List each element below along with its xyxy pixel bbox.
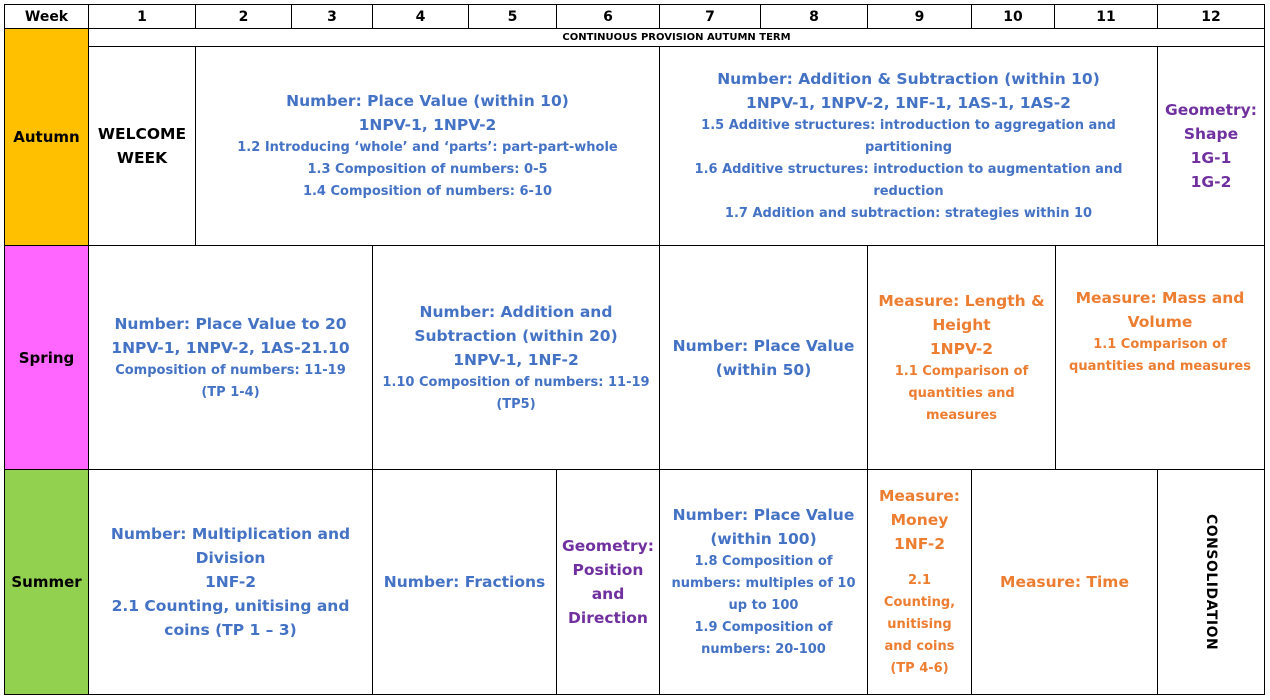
cell-line: coins (TP 1 – 3): [164, 621, 297, 639]
cell-title: Number: Addition & Subtraction (within 10): [717, 70, 1100, 88]
autumn-place-value-cell: [196, 47, 660, 246]
cell-line: 1.6 Additive structures: introduction to augmentation and: [694, 162, 1123, 177]
week-number: 6: [603, 8, 613, 25]
cell-title: Measure:: [878, 487, 960, 505]
welcome-line: WEEK: [116, 149, 168, 167]
spring-add-sub-20-cell: [373, 246, 660, 470]
spring-place-value-50-cell: [660, 246, 868, 470]
cell-line: 1.10 Composition of numbers: 11-19: [382, 374, 650, 390]
cell-line: quantities and: [908, 385, 1015, 401]
week-number: 11: [1096, 8, 1116, 25]
welcome-line: WELCOME: [97, 125, 187, 143]
cell-title: Measure: Time: [1000, 573, 1129, 591]
week-number: 9: [914, 8, 925, 25]
cell-line: 1.7 Addition and subtraction: strategies within 10: [724, 206, 1093, 221]
week-number: 7: [705, 8, 715, 25]
summer-money-cell: [868, 470, 972, 695]
cell-line: up to 100: [728, 598, 799, 613]
cell-line: 2.1: [907, 573, 932, 588]
cell-codes: 1NPV-2: [929, 339, 994, 358]
cell-line: 1.1 Comparison of: [894, 363, 1029, 379]
cell-codes: 1NF-2: [204, 573, 257, 591]
cell-title: Money: [890, 511, 949, 529]
cell-line: (TP 1-4): [201, 384, 260, 400]
spring-place-value-20-cell: [89, 246, 373, 470]
week-number: 5: [507, 8, 518, 25]
term-label-text: Spring: [18, 348, 75, 367]
spring-mass-volume-cell: [1056, 246, 1265, 470]
week-number: 8: [809, 8, 819, 25]
band-label: CONTINUOUS PROVISION AUTUMN TERM: [562, 32, 791, 43]
autumn-add-sub-cell: [660, 47, 1158, 246]
cell-title: Number: Multiplication and: [110, 525, 351, 543]
autumn-welcome-week: [89, 47, 196, 246]
cell-codes: 1NPV-1, 1NF-2: [453, 350, 579, 369]
cell-title: Number: Fractions: [383, 573, 546, 591]
cell-line: (TP 4-6): [890, 661, 949, 676]
cell-codes: 1NPV-1, 1NPV-2, 1NF-1, 1AS-1, 1AS-2: [746, 94, 1071, 112]
cell-line: 1.2 Introducing ‘whole’ and ‘parts’: part-part-whole: [237, 140, 618, 155]
week-header-label: Week: [24, 8, 69, 25]
cell-line: and coins: [884, 639, 955, 654]
cell-codes: 1NF-2: [893, 535, 946, 553]
week-8-header: [761, 4, 868, 29]
term-label-text: Autumn: [13, 128, 80, 146]
cell-title: Height: [932, 315, 991, 334]
cell-line: 1.3 Composition of numbers: 0-5: [307, 162, 548, 177]
summer-consolidation-cell: [1158, 470, 1265, 695]
cell-line: Geometry:: [1165, 101, 1257, 119]
cell-title: Number: Addition and: [419, 302, 613, 321]
cell-line: 1.8 Composition of: [694, 554, 833, 569]
week-11-header: [1055, 4, 1158, 29]
week-number: 1: [137, 8, 147, 25]
term-label-summer: [4, 470, 89, 695]
term-label-spring: [4, 246, 89, 470]
cell-title: Subtraction (within 20): [414, 326, 618, 345]
spring-length-height-cell: [868, 246, 1056, 470]
cell-line: reduction: [873, 184, 944, 199]
week-number: 2: [238, 8, 249, 25]
cell-title: Direction: [568, 609, 648, 627]
summer-time-cell: [972, 470, 1158, 695]
summer-fractions-cell: [373, 470, 557, 695]
continuous-provision-band: [89, 29, 1265, 47]
cell-line: 1.1 Comparison of: [1093, 337, 1227, 352]
cell-line: quantities and measures: [1069, 359, 1251, 374]
cell-line: 1G-2: [1190, 173, 1232, 191]
cell-title: and: [591, 585, 625, 603]
consolidation-label: CONSOLIDATION: [1203, 513, 1219, 651]
cell-title: Number: Place Value: [672, 506, 855, 524]
week-9-header: [868, 4, 972, 29]
week-4-header: [373, 4, 469, 29]
cell-line: unitising: [887, 617, 952, 632]
cell-line: numbers: 20-100: [701, 642, 826, 657]
cell-codes: 1NPV-1, 1NPV-2, 1AS-21.10: [111, 338, 350, 357]
week-1-header: [89, 4, 196, 29]
week-10-header: [972, 4, 1055, 29]
cell-title: (within 50): [715, 360, 812, 379]
cell-title: Geometry:: [562, 537, 654, 555]
cell-codes: 1NPV-1, 1NPV-2: [358, 116, 497, 134]
cell-line: numbers: multiples of 10: [671, 576, 856, 591]
cell-line: (TP5): [496, 396, 536, 412]
week-7-header: [660, 4, 761, 29]
cell-title: Position: [572, 561, 644, 579]
cell-line: Composition of numbers: 11-19: [115, 362, 346, 378]
autumn-geometry-cell: [1158, 47, 1265, 246]
cell-line: 1.5 Additive structures: introduction to aggregation and: [701, 118, 1116, 133]
cell-line: 1.4 Composition of numbers: 6-10: [302, 184, 553, 199]
week-6-header: [557, 4, 660, 29]
week-number: 10: [1003, 8, 1023, 25]
cell-title: Number: Place Value (within 10): [286, 92, 569, 110]
summer-multiplication-cell: [89, 470, 373, 695]
week-number: 4: [415, 8, 426, 25]
cell-line: 2.1 Counting, unitising and: [111, 597, 350, 615]
week-3-header: [292, 4, 373, 29]
summer-place-value-100-cell: [660, 470, 868, 695]
cell-title: Volume: [1127, 313, 1193, 331]
week-number: 3: [327, 8, 337, 25]
term-label-text: Summer: [11, 573, 82, 591]
cell-line: partitioning: [864, 140, 953, 155]
cell-line: Shape: [1183, 125, 1239, 143]
cell-line: measures: [925, 407, 998, 423]
cell-title: Measure: Length &: [878, 291, 1045, 310]
week-number: 12: [1201, 8, 1221, 25]
cell-title: Number: Place Value: [672, 336, 855, 355]
cell-title: Number: Place Value to 20: [114, 314, 347, 333]
cell-title: (within 100): [710, 530, 817, 548]
week-header: [4, 4, 89, 29]
week-12-header: [1158, 4, 1265, 29]
cell-line: Counting,: [883, 595, 956, 610]
cell-line: 1.9 Composition of: [694, 620, 833, 635]
cell-line: 1G-1: [1190, 149, 1232, 167]
week-2-header: [196, 4, 292, 29]
summer-geometry-cell: [557, 470, 660, 695]
term-label-autumn: [4, 29, 89, 246]
cell-title: Measure: Mass and: [1075, 289, 1245, 307]
week-5-header: [469, 4, 557, 29]
cell-title: Division: [195, 549, 266, 567]
